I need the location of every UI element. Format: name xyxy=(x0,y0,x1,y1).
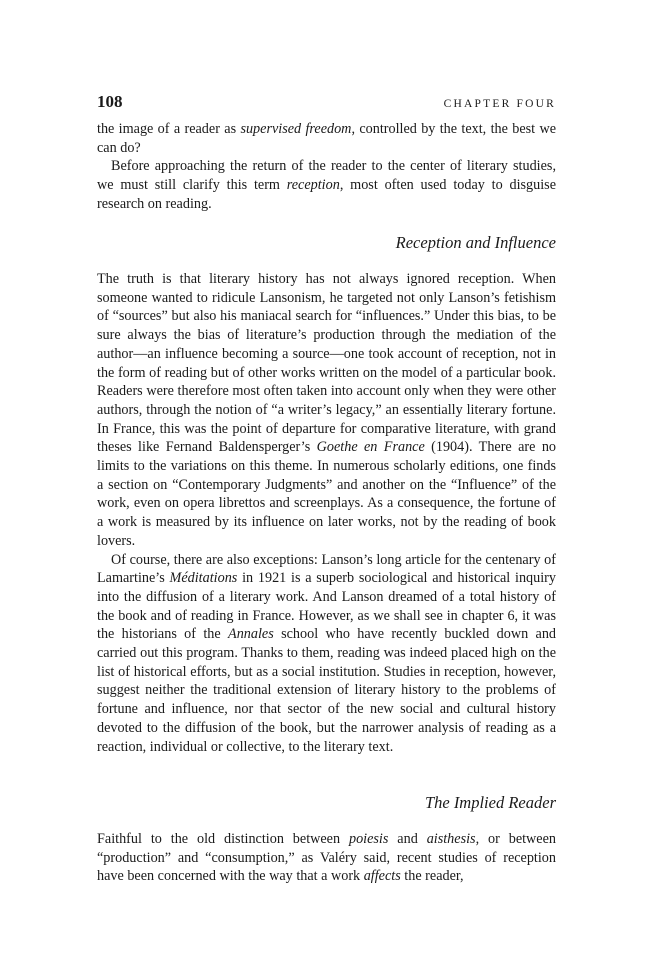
page-number: 108 xyxy=(97,92,123,111)
text-run: The truth is that literary history has not always ignored reception. When someone wanted to ridicule Lansonism, he targeted not only Lanson’s fetishism of “sources” but also his maniacal search for “influences.” Under this bias, to be sure always the bias of literature’s production through the mediation of the author—an influence becoming a source—one took account of reception, not in the form of reading but of other works written on the model of a particular book. Readers were therefore most often taken into account only when they were other authors, through the notion of “a writer’s legacy,” an essentially literary fortune. In France, this was the point of departure for comparative literature, with grand theses like Fernand Baldensperger’s xyxy=(97,271,556,456)
paragraph xyxy=(97,120,556,157)
section-body xyxy=(97,830,556,886)
text-run: school who have recently buckled down and carried out this program. Thanks to them, reading was indeed placed high on the list of historical efforts, but as a social institution. Studies in reception, however, suggest neither the traditional extension of literary history to the problems of fortune and influence, nor that sector of the new social and cultural history devoted to the diffusion of the book, but the narrower analysis of reading as a reaction, individual or collective, to the literary text. xyxy=(97,626,557,755)
italic-text: Méditations xyxy=(169,570,238,587)
text-run: , controlled by the text, the best we can do? xyxy=(97,121,556,156)
text-run: Of course, there are also exceptions: Lanson’s long article for the centenary of Lamartine’s xyxy=(97,551,556,587)
text-run: and xyxy=(388,831,427,847)
text-run: , or between “production” and “consumption,” as Valéry said, recent studies of reception have been concerned with the way that a work xyxy=(97,831,556,885)
section-body xyxy=(97,270,556,756)
opening-text xyxy=(97,120,556,214)
italic-text: reception xyxy=(286,177,340,194)
section-heading: Reception and Influence xyxy=(395,233,556,252)
italic-text: aisthesis xyxy=(426,831,476,847)
text-run: Before approaching the return of the reader to the center of literary studies, we must still clarify this term xyxy=(97,158,556,194)
italic-text: affects xyxy=(363,868,401,885)
text-run: in 1921 is a superb sociological and historical inquiry into the diffusion of a literary work. And Lanson dreamed of a total history of the book and of reading in France. However, as we shall see in chapter 6, it was the historians of the xyxy=(97,570,557,643)
italic-text: Annales xyxy=(228,626,274,643)
italic-text: supervised freedom xyxy=(240,121,352,137)
paragraph xyxy=(97,551,556,757)
section-heading: The Implied Reader xyxy=(424,793,556,812)
text-run: Faithful to the old distinction between xyxy=(97,831,349,847)
italic-text: Goethe en France xyxy=(316,439,425,456)
paragraph xyxy=(97,830,556,886)
text-run: the image of a reader as xyxy=(97,121,241,137)
text-run: (1904). There are no limits to the variations on this theme. In numerous scholarly editions, one finds a section on “Contemporary Judgments” and another on the “Influence” of the work, even on opera librettos and screenplays. As a consequence, the fortune of a work is measured by its influence on later works, not by the reading of book lovers. xyxy=(97,439,557,549)
paragraph xyxy=(97,157,556,213)
text-run: , most often used today to disguise research on reading. xyxy=(97,177,556,212)
italic-text: poiesis xyxy=(348,831,389,847)
paragraph xyxy=(97,270,556,551)
text-run: the reader, xyxy=(400,868,464,885)
page-header xyxy=(97,92,556,112)
running-head: CHAPTER FOUR xyxy=(443,98,556,110)
